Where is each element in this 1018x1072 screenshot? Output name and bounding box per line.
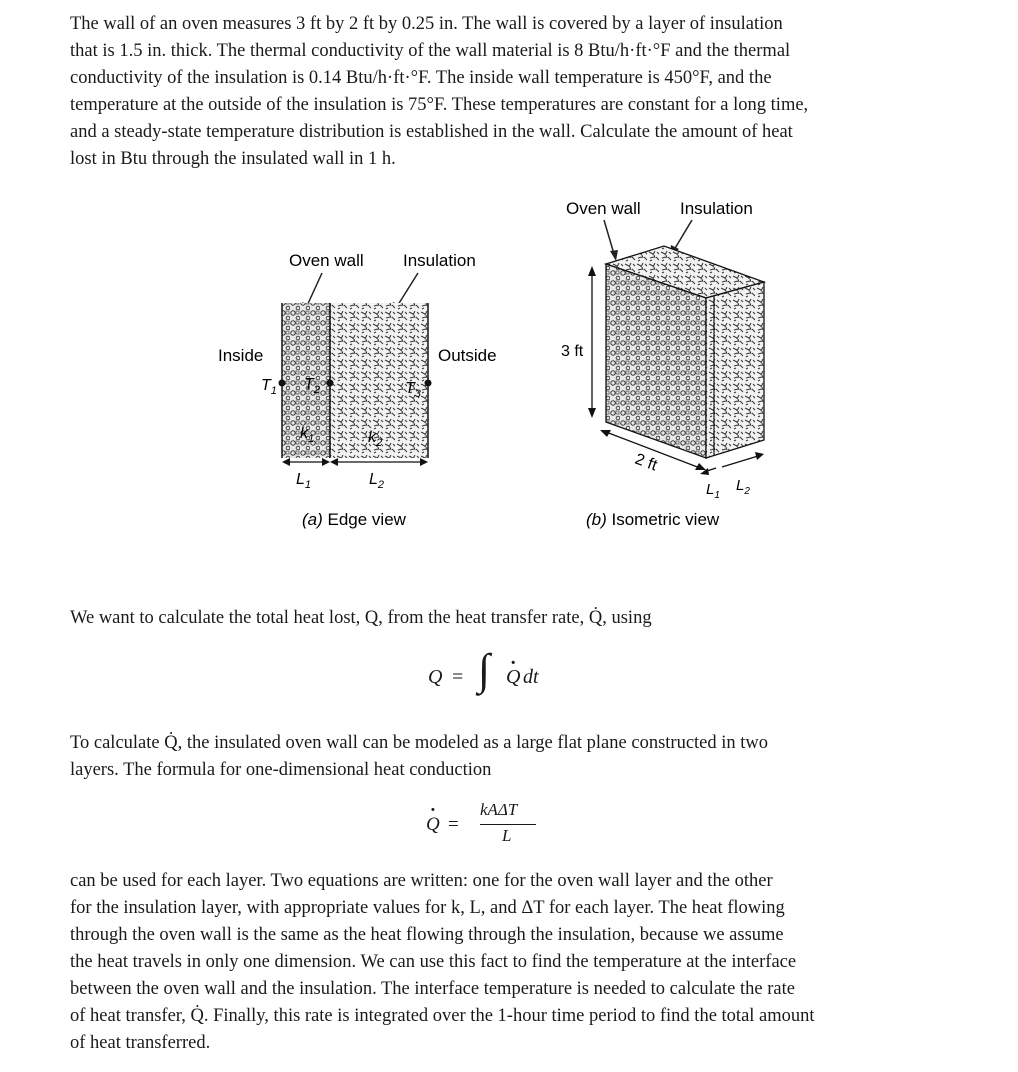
problem-line: temperature at the outside of the insulation is 75°F. These temperatures are constant for a long time,	[70, 95, 809, 115]
isometric-view-diagram	[561, 199, 764, 529]
eq1-integrand: · Q	[506, 666, 520, 689]
l2-label: $L_2$	[369, 471, 385, 491]
k1-label: $k_1$	[300, 425, 315, 445]
problem-line: that is 1.5 in. thick. The thermal conductivity of the wall material is 8 Btu/h·ft·°F and the thermal	[70, 41, 791, 61]
paragraph-line: can be used for each layer. Two equations are written: one for the oven wall layer and the other	[70, 871, 773, 891]
t3-label: $T_3$	[405, 380, 421, 400]
paragraph-line: through the oven wall is the same as the heat flowing through the insulation, because we assume	[70, 925, 784, 945]
integral-sign: ∫	[478, 645, 491, 694]
iso-oven-wall-label: Oven wall	[566, 199, 641, 218]
problem-line: lost in Btu through the insulated wall in 1 h.	[70, 149, 396, 169]
paragraph-line: of heat transferred.	[70, 1033, 211, 1053]
isometric-view-caption: (b) Isometric view	[586, 510, 720, 529]
intro-text	[70, 605, 915, 632]
iso-insulation-label: Insulation	[680, 199, 753, 218]
conduction-equation	[426, 800, 556, 850]
eq2-denominator: L	[502, 826, 512, 845]
t1-label: $T_1$	[261, 377, 277, 397]
intro-line: We want to calculate the total heat lost, Q, from the heat transfer rate, Q̇, using	[70, 608, 652, 628]
height-dimension: 3 ft	[561, 343, 584, 360]
inside-label: Inside	[218, 346, 264, 365]
iso-l1-label: $L_1$	[706, 481, 720, 501]
problem-line: The wall of an oven measures 3 ft by 2 ft by 0.25 in. The wall is covered by a layer of insulation	[70, 14, 783, 34]
width-dimension: 2 ft	[632, 450, 660, 475]
eq2-equals: =	[448, 814, 459, 835]
t2-label: $T_2$	[304, 376, 320, 396]
k2-label: $k_2$	[368, 429, 383, 449]
eq2-numerator: kAΔT	[480, 800, 518, 819]
iso-side-face	[706, 282, 764, 458]
paragraph-line: To calculate Q̇, the insulated oven wall can be modeled as a large flat plane constructed in two	[70, 733, 769, 753]
eq2-lhs: · Q	[426, 814, 440, 836]
problem-line: conductivity of the insulation is 0.14 Btu/h·ft·°F. The inside wall temperature is 450°F, and the	[70, 68, 772, 88]
figure	[0, 190, 1018, 540]
paragraph-line: between the oven wall and the insulation. The interface temperature is needed to calculate the rate	[70, 979, 795, 999]
fraction-bar	[480, 824, 536, 825]
explanation-paragraph	[70, 868, 915, 1057]
edge-oven-wall-label: Oven wall	[289, 251, 364, 270]
l1-label: $L_1$	[296, 471, 312, 491]
eq1-equals: =	[452, 666, 464, 688]
modeling-paragraph	[70, 730, 915, 784]
edge-view-diagram	[218, 251, 497, 529]
iso-l2-label: $L_2$	[736, 477, 750, 497]
problem-statement	[70, 11, 915, 173]
paragraph-line: layers. The formula for one-dimensional heat conduction	[70, 760, 492, 780]
paragraph-line: of heat transfer, Q̇. Finally, this rate is integrated over the 1-hour time period to find the total amount	[70, 1006, 815, 1026]
iso-front-face	[606, 264, 706, 458]
paragraph-line: the heat travels in only one dimension. We can use this fact to find the temperature at the interface	[70, 952, 797, 972]
paragraph-line: for the insulation layer, with appropriate values for k, L, and ΔT for each layer. The heat flowing	[70, 898, 785, 918]
problem-line: and a steady-state temperature distribution is established in the wall. Calculate the amount of heat	[70, 122, 793, 142]
eq1-lhs: Q	[428, 666, 443, 688]
edge-insulation-label: Insulation	[403, 251, 476, 270]
edge-view-caption: (a) Edge view	[302, 510, 406, 529]
outside-label: Outside	[438, 346, 497, 365]
eq1-dt: dt	[518, 666, 539, 688]
